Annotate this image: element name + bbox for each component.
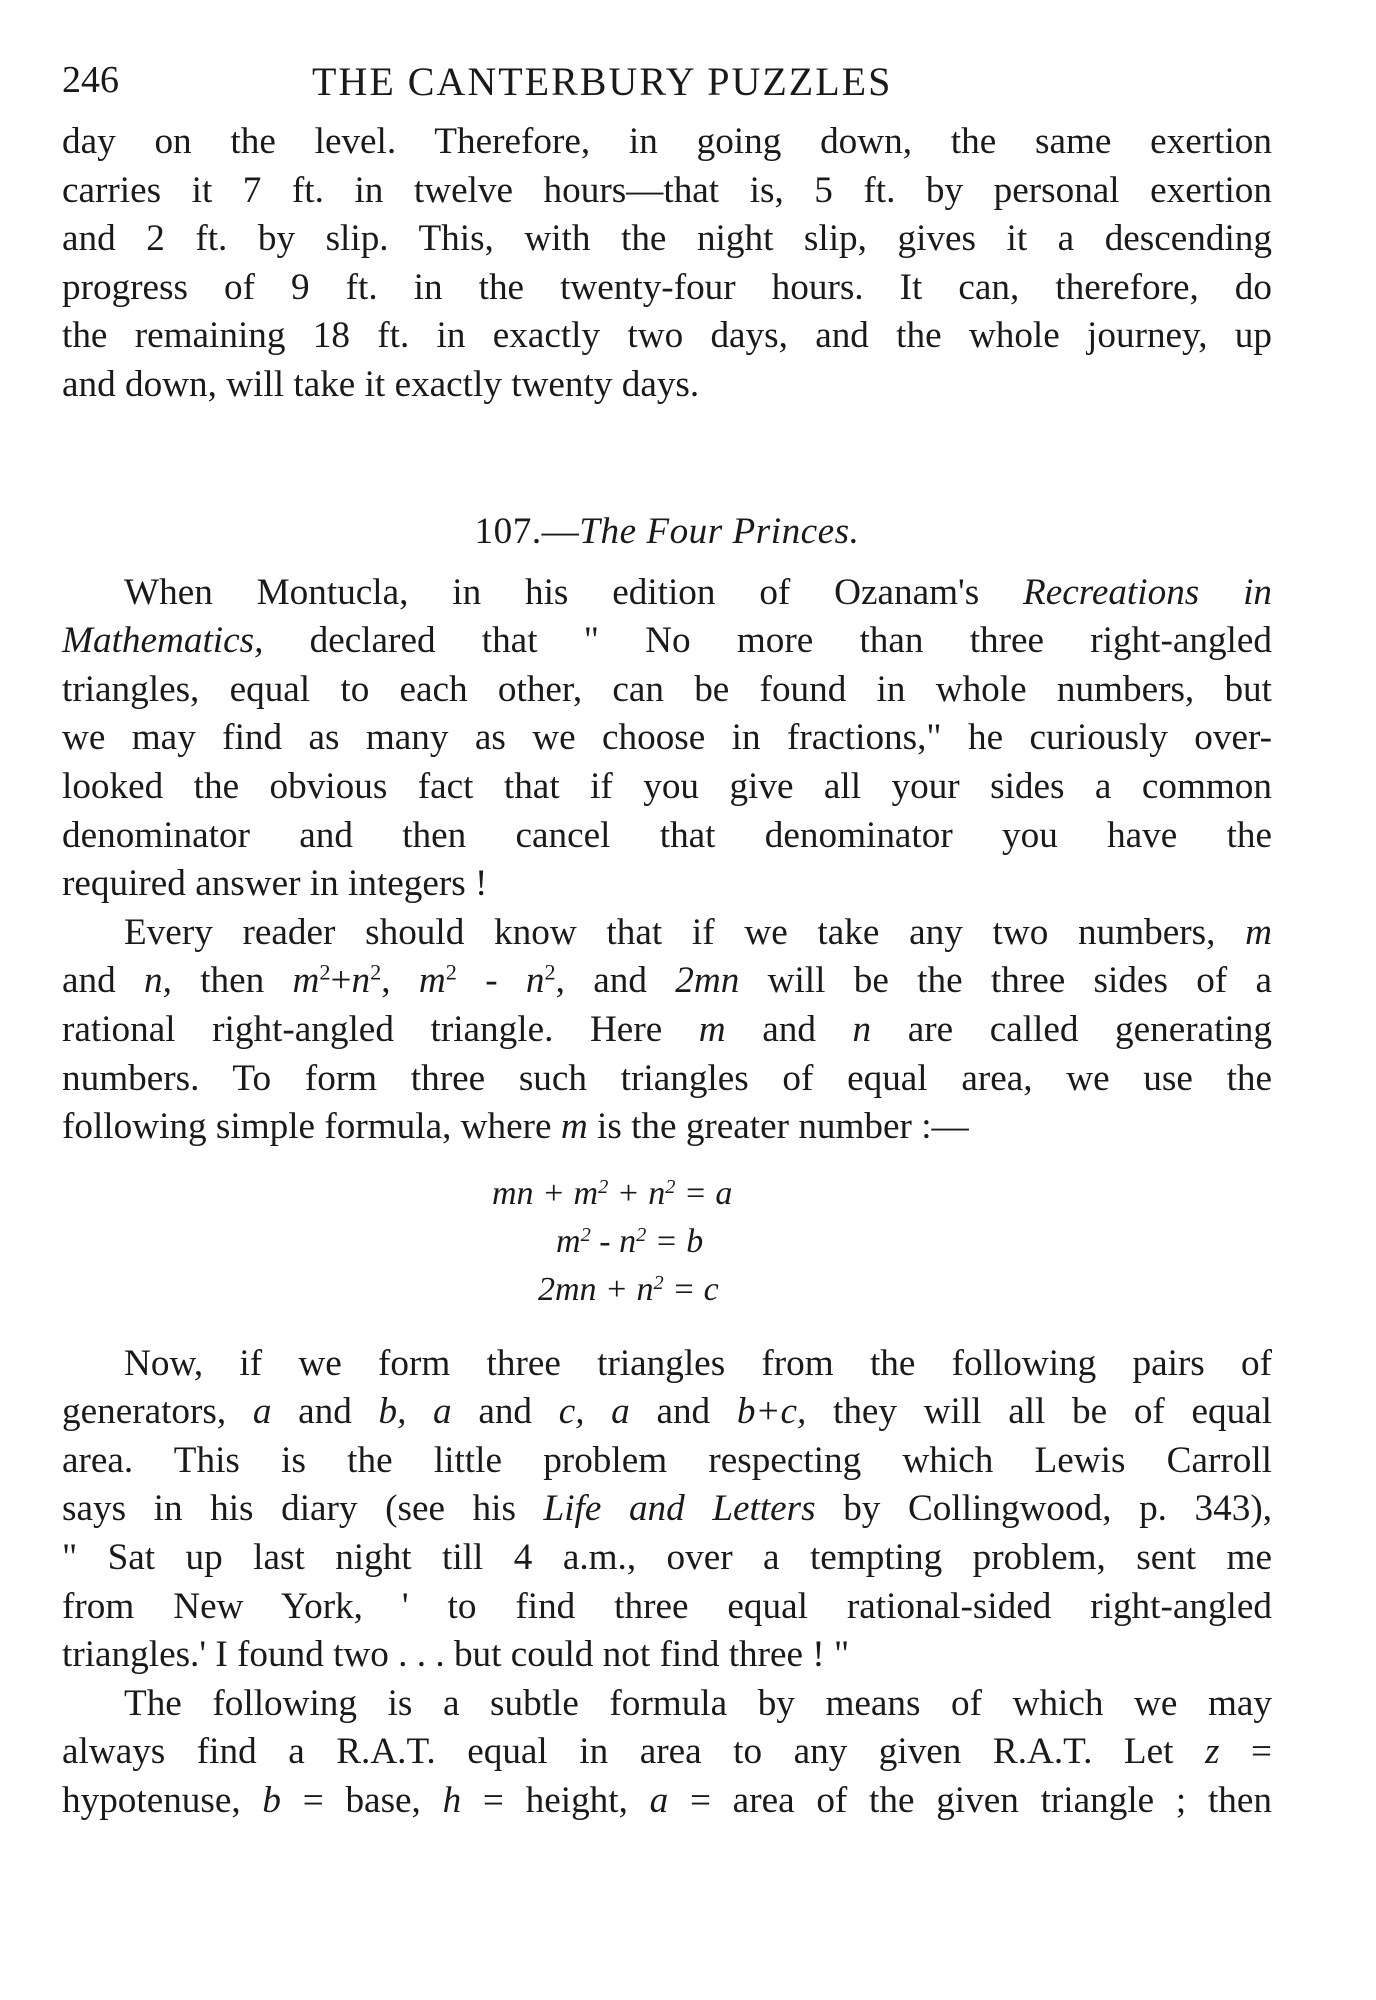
- text-line: [62, 569, 1272, 618]
- formula-part: = b: [646, 1222, 704, 1260]
- math-var: m: [1245, 911, 1272, 953]
- text-line: denominator and then cancel that denominator you have the: [62, 814, 1272, 856]
- text-run: declared that " No more than three right-angled: [263, 620, 1272, 662]
- text-run: and: [725, 1008, 853, 1050]
- math-var: 2mn: [675, 960, 740, 1002]
- text-run: and: [62, 960, 144, 1002]
- math-var: m: [418, 960, 446, 1002]
- text-line: required answer in integers !: [62, 863, 488, 905]
- paragraph-snail-answer: [62, 118, 1272, 410]
- text-line: [62, 957, 1272, 1006]
- exponent: 2: [665, 1175, 676, 1198]
- text-run: When Montucla, in his edition of Ozanam's: [124, 571, 1024, 613]
- text-line: we may find as many as we choose in fractions," he curiously over-: [62, 717, 1272, 759]
- text-run: [585, 1391, 612, 1432]
- text-line: [62, 1777, 1272, 1826]
- math-var: b+c,: [736, 1391, 807, 1433]
- exponent: 2: [580, 1223, 591, 1246]
- text-run: then: [171, 960, 293, 1002]
- text-run: ,: [381, 960, 419, 1002]
- text-run: =: [1219, 1731, 1272, 1773]
- math-var: m: [292, 960, 320, 1002]
- text-line: Now, if we form three triangles from the following pairs of: [124, 1342, 1272, 1384]
- text-run: by Collingwood, p. 343),: [815, 1488, 1272, 1530]
- text-line: [62, 1485, 1272, 1534]
- text-run: , and: [555, 960, 676, 1002]
- math-var: c,: [558, 1391, 585, 1433]
- text-line: the remaining 18 ft. in exactly two days, and the whole journey, up: [62, 315, 1272, 357]
- text-run: generators,: [62, 1391, 253, 1433]
- math-var: m: [560, 1106, 588, 1148]
- math-var: m: [698, 1008, 726, 1050]
- section-title: The Four Princes.: [579, 510, 860, 552]
- text-line: from New York, ' to find three equal rational-sided right-angled: [62, 1585, 1272, 1627]
- book-title-italic: Life and Letters: [543, 1488, 816, 1530]
- text-line: looked the obvious fact that if you give all your sides a common: [62, 765, 1272, 807]
- text-line: [62, 1103, 1272, 1152]
- text-run: they will all be of equal: [806, 1391, 1272, 1433]
- formula-a: [492, 1170, 1272, 1218]
- math-var: a: [649, 1780, 669, 1822]
- exponent: 2: [636, 1223, 647, 1246]
- exponent: 2: [445, 960, 457, 986]
- exponent: 2: [370, 960, 382, 986]
- text-line: triangles.' I found two . . . but could not find three ! ": [62, 1634, 850, 1676]
- text-run: -: [456, 960, 526, 1002]
- text-line: area. This is the little problem respecting which Lewis Carroll: [62, 1439, 1272, 1481]
- text-run: says in his diary (see his: [62, 1488, 544, 1530]
- book-page: [62, 52, 1272, 1826]
- formula-part: = c: [663, 1270, 719, 1308]
- math-var: a: [611, 1391, 630, 1433]
- text-run: hypotenuse,: [62, 1780, 263, 1822]
- paragraph-lewis-carroll: [62, 1340, 1272, 1680]
- formula-part: 2mn + n: [538, 1270, 654, 1308]
- page-number: 246: [62, 59, 119, 101]
- text-line: triangles, equal to each other, can be found in whole numbers, but: [62, 668, 1272, 710]
- math-var: a: [252, 1391, 272, 1433]
- text-run: [406, 1391, 433, 1432]
- paragraph-rat-formula: [62, 1680, 1272, 1826]
- running-head: [62, 52, 1272, 112]
- formula-part: = a: [675, 1174, 733, 1212]
- exponent: 2: [653, 1271, 664, 1294]
- formula-b: [492, 1218, 1272, 1266]
- text-run: +: [330, 960, 352, 1002]
- math-var: b: [262, 1780, 282, 1822]
- text-run: = area of the given triangle ; then: [668, 1780, 1272, 1822]
- formula-c: [492, 1266, 1272, 1314]
- text-run: = base,: [281, 1780, 443, 1822]
- text-line: and 2 ft. by slip. This, with the night slip, gives it a descending: [62, 218, 1272, 260]
- text-run: following simple formula, where: [62, 1106, 561, 1148]
- text-run: will be the three sides of a: [739, 960, 1273, 1002]
- exponent: 2: [598, 1175, 609, 1198]
- text-run: rational right-angled triangle. Here: [62, 1008, 699, 1050]
- formula-part: m: [556, 1222, 581, 1260]
- book-title-italic: Mathematics,: [62, 620, 264, 662]
- text-line: [62, 1728, 1272, 1777]
- text-run: are called generating: [871, 1008, 1272, 1050]
- math-var: n: [852, 1008, 872, 1050]
- text-line: carries it 7 ft. in twelve hours—that is, 5 ft. by personal exertion: [62, 169, 1272, 211]
- formula-block: [62, 1170, 1272, 1314]
- section-heading: [62, 510, 1272, 553]
- math-var: n: [525, 960, 545, 1002]
- text-line: [62, 1388, 1272, 1437]
- paragraph-montucla: [62, 569, 1272, 909]
- text-run: = height,: [461, 1780, 650, 1822]
- book-title: THE CANTERBURY PUZZLES: [312, 59, 893, 104]
- text-run: always find a R.A.T. equal in area to any given R.A.T. Let: [62, 1731, 1206, 1773]
- text-run: is the greater number :—: [587, 1106, 969, 1148]
- book-title-italic: Recreations in: [1023, 571, 1273, 613]
- paragraph-generating-numbers: [62, 909, 1272, 1152]
- text-line: [62, 1006, 1272, 1055]
- text-line: numbers. To form three such triangles of equal area, we use the: [62, 1057, 1272, 1099]
- text-run: Every reader should know that if we take any two numbers,: [124, 911, 1246, 953]
- text-line: The following is a subtle formula by means of which we may: [124, 1682, 1272, 1724]
- formula-part: + n: [608, 1174, 666, 1212]
- text-run: and: [629, 1391, 737, 1433]
- text-line: and down, will take it exactly twenty days.: [62, 363, 700, 405]
- formula-part: - n: [590, 1222, 637, 1260]
- text-line: [62, 617, 1272, 666]
- math-var: n: [351, 960, 371, 1002]
- math-var: z: [1205, 1731, 1220, 1773]
- text-line: " Sat up last night till 4 a.m., over a tempting problem, sent me: [62, 1537, 1272, 1579]
- text-line: [62, 909, 1272, 958]
- text-run: and: [271, 1391, 379, 1433]
- math-var: a: [433, 1391, 452, 1433]
- text-line: progress of 9 ft. in the twenty-four hours. It can, therefore, do: [62, 266, 1272, 308]
- exponent: 2: [319, 960, 331, 986]
- text-line: day on the level. Therefore, in going down, the same exertion: [62, 121, 1272, 162]
- section-number: 107.—: [474, 510, 580, 552]
- math-var: b,: [378, 1391, 407, 1433]
- exponent: 2: [544, 960, 556, 986]
- math-var: h: [442, 1780, 462, 1822]
- text-run: and: [451, 1391, 559, 1433]
- formula-part: mn + m: [492, 1174, 599, 1212]
- math-var: n,: [144, 960, 172, 1002]
